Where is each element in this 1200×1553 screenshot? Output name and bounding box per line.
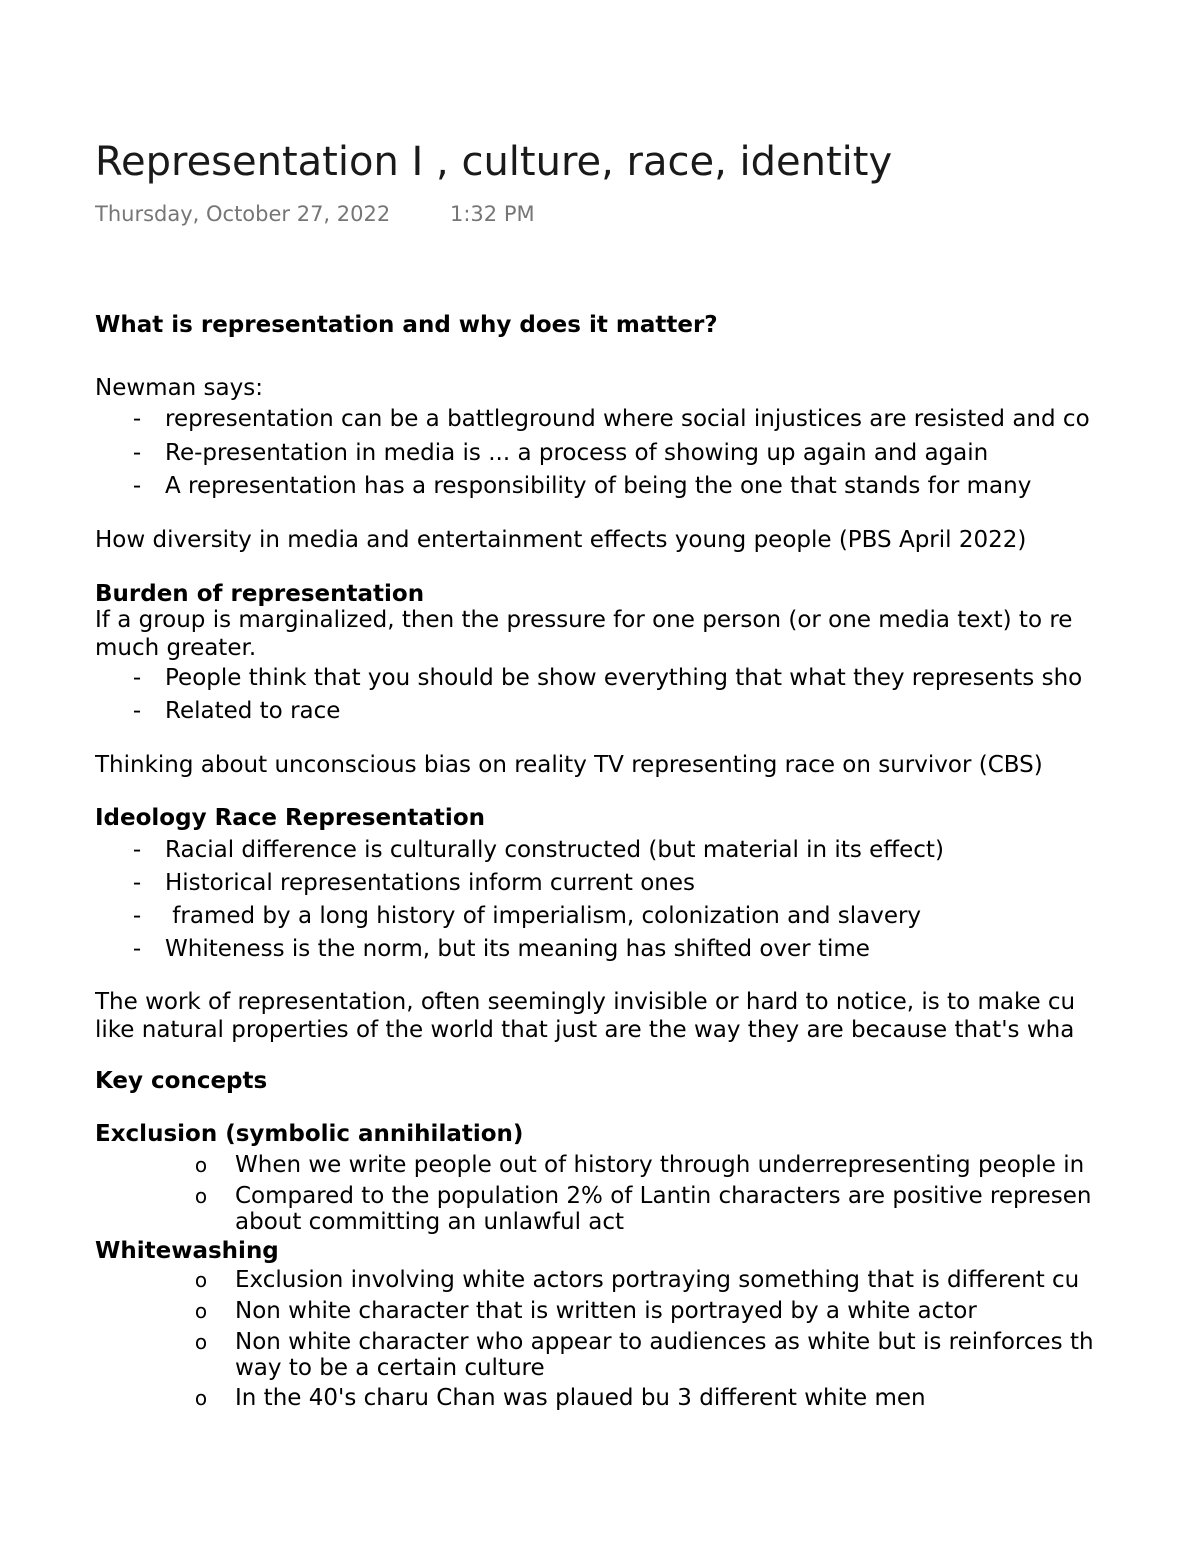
list-item: - A representation has a responsibility of being the one that stands for many <box>95 470 1200 503</box>
note-body[interactable] <box>95 310 1200 1414</box>
list-item: - Whiteness is the norm, but its meaning has shifted over time <box>95 933 1200 966</box>
list-item: - Racial difference is culturally constructed (but material in its effect) <box>95 834 1200 867</box>
dash-bullet-icon: - <box>132 406 142 432</box>
section-heading: Burden of representation <box>95 581 425 607</box>
list-item: o In the 40's charu Chan was plaued bu 3 different white men <box>95 1383 1200 1414</box>
list-item: - Related to race <box>95 695 1200 728</box>
paragraph: Thinking about unconscious bias on reality TV representing race on survivor (CBS) <box>95 752 1043 778</box>
list-item: o Non white character who appear to audiences as white but is reinforces th <box>95 1327 1200 1355</box>
list-item: o When we write people out of history through underrepresenting people in <box>95 1150 1200 1181</box>
circle-bullet-icon: o <box>194 1153 208 1177</box>
list-item-continuation: about committing an unlawful act <box>235 1209 625 1235</box>
section-heading: Ideology Race Representation <box>95 805 485 831</box>
page-date: Thursday, October 27, 2022 <box>95 202 391 226</box>
list-item: - People think that you should be show everything that what they represents sho <box>95 662 1200 695</box>
list-item: o Non white character that is written is portrayed by a white actor <box>95 1296 1200 1327</box>
list-item: - Re-presentation in media is ... a process of showing up again and again <box>95 437 1200 470</box>
paragraph: How diversity in media and entertainment effects young people (PBS April 2022) <box>95 527 1027 553</box>
page-title[interactable]: Representation I , culture, race, identity <box>95 139 893 185</box>
section-heading: What is representation and why does it matter? <box>95 312 718 338</box>
dash-bullet-icon: - <box>132 936 142 962</box>
paragraph-continuation: like natural properties of the world that just are the way they are because that's wha <box>95 1017 1075 1043</box>
paragraph: Newman says: <box>95 375 263 401</box>
dash-bullet-icon: - <box>132 473 142 499</box>
list-item: o Exclusion involving white actors portraying something that is different cu <box>95 1265 1200 1296</box>
circle-bullet-icon: o <box>194 1330 208 1354</box>
list-item: o Compared to the population 2% of Lantin characters are positive represen <box>95 1181 1200 1209</box>
dash-bullet-icon: - <box>132 440 142 466</box>
page-time: 1:32 PM <box>450 202 535 226</box>
dash-bullet-icon: - <box>132 903 142 929</box>
notebook-page <box>95 0 1200 1553</box>
list-item: - framed by a long history of imperialism, colonization and slavery <box>95 900 1200 933</box>
section-heading: Key concepts <box>95 1068 268 1094</box>
dash-bullet-icon: - <box>132 837 142 863</box>
list-item: - Historical representations inform current ones <box>95 867 1200 900</box>
paragraph: The work of representation, often seemingly invisible or hard to notice, is to make cu <box>95 989 1076 1015</box>
section-heading: Exclusion (symbolic annihilation) <box>95 1121 524 1147</box>
dash-bullet-icon: - <box>132 870 142 896</box>
list-item-continuation: way to be a certain culture <box>235 1355 545 1381</box>
section-heading: Whitewashing <box>95 1238 279 1264</box>
circle-bullet-icon: o <box>194 1268 208 1292</box>
page-timestamp <box>95 200 535 228</box>
paragraph: If a group is marginalized, then the pressure for one person (or one media text) to re <box>95 607 1073 633</box>
dash-bullet-icon: - <box>132 665 142 691</box>
dash-bullet-icon: - <box>132 698 142 724</box>
circle-bullet-icon: o <box>194 1386 208 1410</box>
list-item: - representation can be a battleground where social injustices are resisted and co <box>95 403 1200 437</box>
circle-bullet-icon: o <box>194 1184 208 1208</box>
paragraph-continuation: much greater. <box>95 635 257 661</box>
circle-bullet-icon: o <box>194 1299 208 1323</box>
